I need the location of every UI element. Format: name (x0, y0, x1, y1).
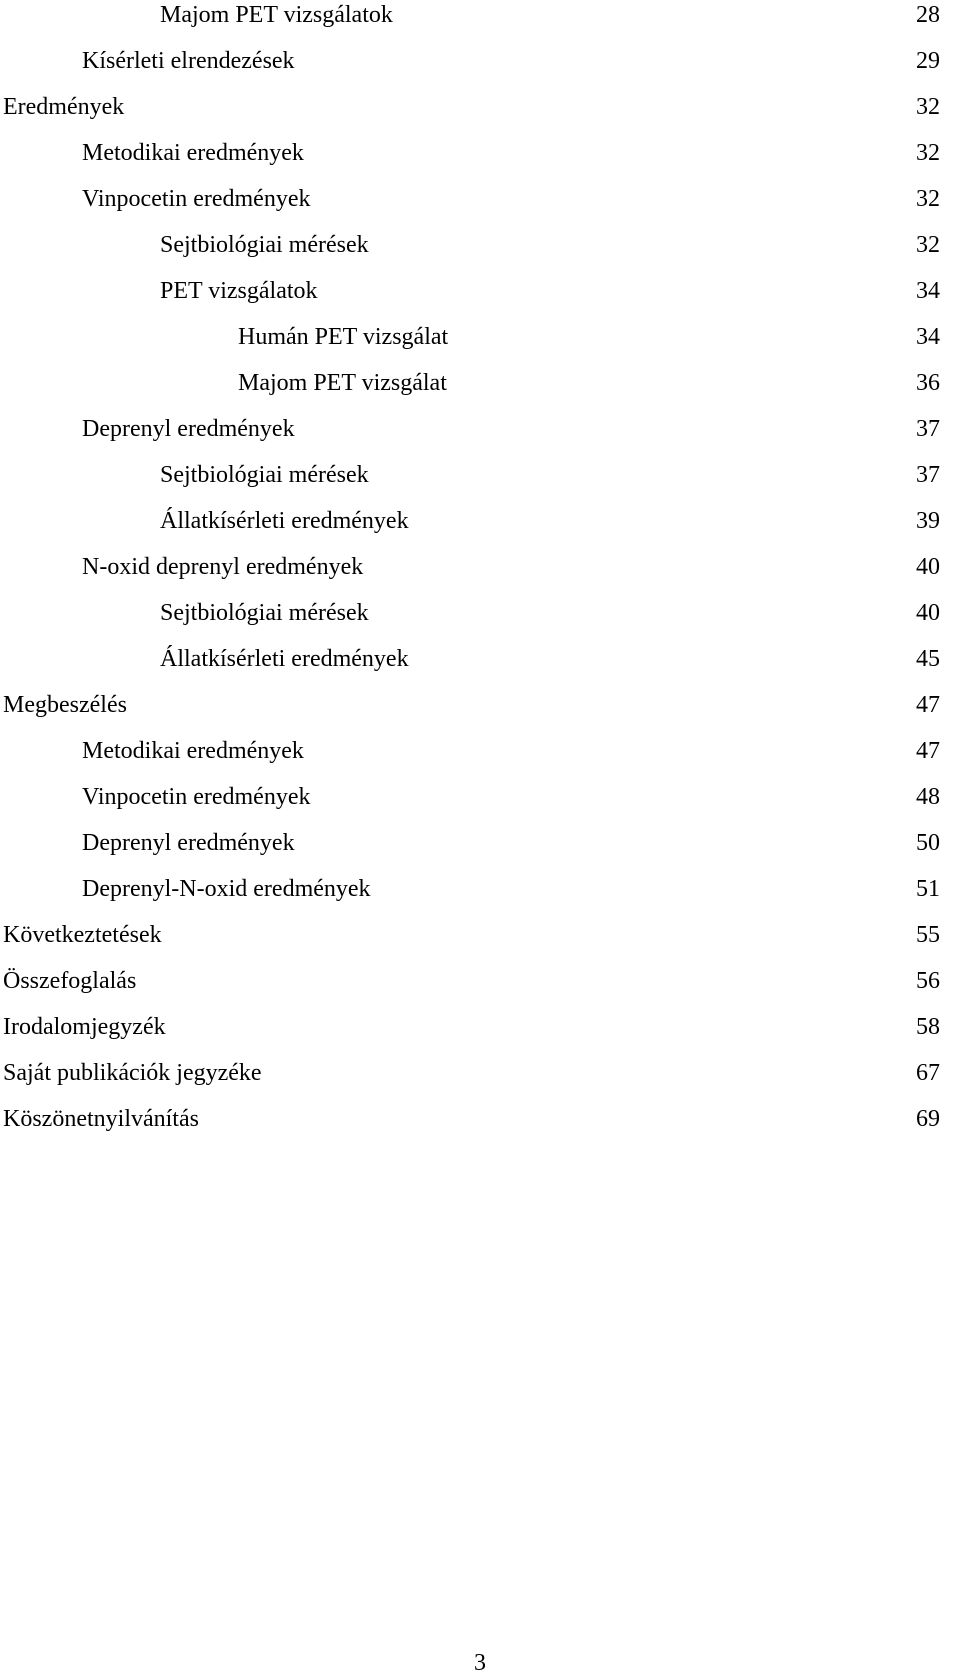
toc-entry-page: 28 (916, 2, 940, 28)
toc-entry (0, 552, 960, 598)
toc-entry-page: 29 (916, 48, 940, 74)
toc-entry-page: 47 (916, 738, 940, 764)
toc-entry (0, 0, 960, 46)
toc-entry-page: 40 (916, 600, 940, 626)
toc-entry-page: 51 (916, 876, 940, 902)
toc-entry-title: Saját publikációk jegyzéke (3, 1060, 262, 1086)
toc-entry (0, 322, 960, 368)
toc-entry (0, 276, 960, 322)
toc-entry (0, 736, 960, 782)
toc-entry-page: 56 (916, 968, 940, 994)
toc-entry-page: 50 (916, 830, 940, 856)
toc-entry-page: 34 (916, 324, 940, 350)
toc-entry-title: Állatkísérleti eredmények (160, 646, 409, 672)
toc-entry-page: 37 (916, 416, 940, 442)
toc-entry-title: Deprenyl eredmények (82, 416, 295, 442)
toc-entry-page: 37 (916, 462, 940, 488)
toc-entry-title: Vinpocetin eredmények (82, 186, 311, 212)
toc-entry (0, 874, 960, 920)
toc-entry-title: Metodikai eredmények (82, 738, 304, 764)
toc-entry-page: 67 (916, 1060, 940, 1086)
toc-entry (0, 138, 960, 184)
toc-entry-title: Köszönetnyilvánítás (3, 1106, 199, 1132)
toc-entry (0, 230, 960, 276)
toc-entry-title: Összefoglalás (3, 968, 137, 994)
toc-entry-title: Irodalomjegyzék (3, 1014, 166, 1040)
toc-entry (0, 184, 960, 230)
toc-entry-page: 58 (916, 1014, 940, 1040)
toc-entry-title: Vinpocetin eredmények (82, 784, 311, 810)
toc-entry (0, 368, 960, 414)
toc-entry-page: 69 (916, 1106, 940, 1132)
toc-entry-page: 32 (916, 186, 940, 212)
toc-entry-page: 47 (916, 692, 940, 718)
toc-entry-title: Deprenyl eredmények (82, 830, 295, 856)
toc-entry-title: Sejtbiológiai mérések (160, 462, 369, 488)
toc-entry-page: 34 (916, 278, 940, 304)
toc-entry (0, 828, 960, 874)
toc-entry-title: Deprenyl-N-oxid eredmények (82, 876, 371, 902)
toc-entry (0, 1058, 960, 1104)
toc-entry (0, 1012, 960, 1058)
toc-entry-page: 48 (916, 784, 940, 810)
page-number: 3 (474, 1650, 486, 1676)
toc-entry-title: Állatkísérleti eredmények (160, 508, 409, 534)
toc-entry (0, 598, 960, 644)
toc-entry (0, 966, 960, 1012)
toc-entry (0, 1104, 960, 1150)
toc-entry-page: 32 (916, 232, 940, 258)
toc-entry-title: Következtetések (3, 922, 162, 948)
toc-entry-page: 39 (916, 508, 940, 534)
toc-entry (0, 414, 960, 460)
toc-entry-title: Sejtbiológiai mérések (160, 232, 369, 258)
toc-entry-title: Eredmények (3, 94, 125, 120)
toc-entry-title: Sejtbiológiai mérések (160, 600, 369, 626)
toc-entry-title: N-oxid deprenyl eredmények (82, 554, 364, 580)
toc-entry-title: Kísérleti elrendezések (82, 48, 295, 74)
toc-entry-title: Majom PET vizsgálat (238, 370, 447, 396)
toc-entry (0, 46, 960, 92)
toc-entry-page: 40 (916, 554, 940, 580)
toc-entry-page: 55 (916, 922, 940, 948)
toc-entry-page: 32 (916, 94, 940, 120)
toc-entry (0, 782, 960, 828)
toc-entry-page: 36 (916, 370, 940, 396)
toc-entry (0, 92, 960, 138)
toc-entry-page: 45 (916, 646, 940, 672)
toc-entry-page: 32 (916, 140, 940, 166)
toc-entry-title: Metodikai eredmények (82, 140, 304, 166)
toc-entry (0, 460, 960, 506)
toc-entry-title: Megbeszélés (3, 692, 127, 718)
toc-entry-title: PET vizsgálatok (160, 278, 318, 304)
toc-entry (0, 920, 960, 966)
toc-entry (0, 506, 960, 552)
toc-entry (0, 690, 960, 736)
toc-entry (0, 644, 960, 690)
toc-entry-title: Humán PET vizsgálat (238, 324, 449, 350)
toc-entry-title: Majom PET vizsgálatok (160, 2, 393, 28)
